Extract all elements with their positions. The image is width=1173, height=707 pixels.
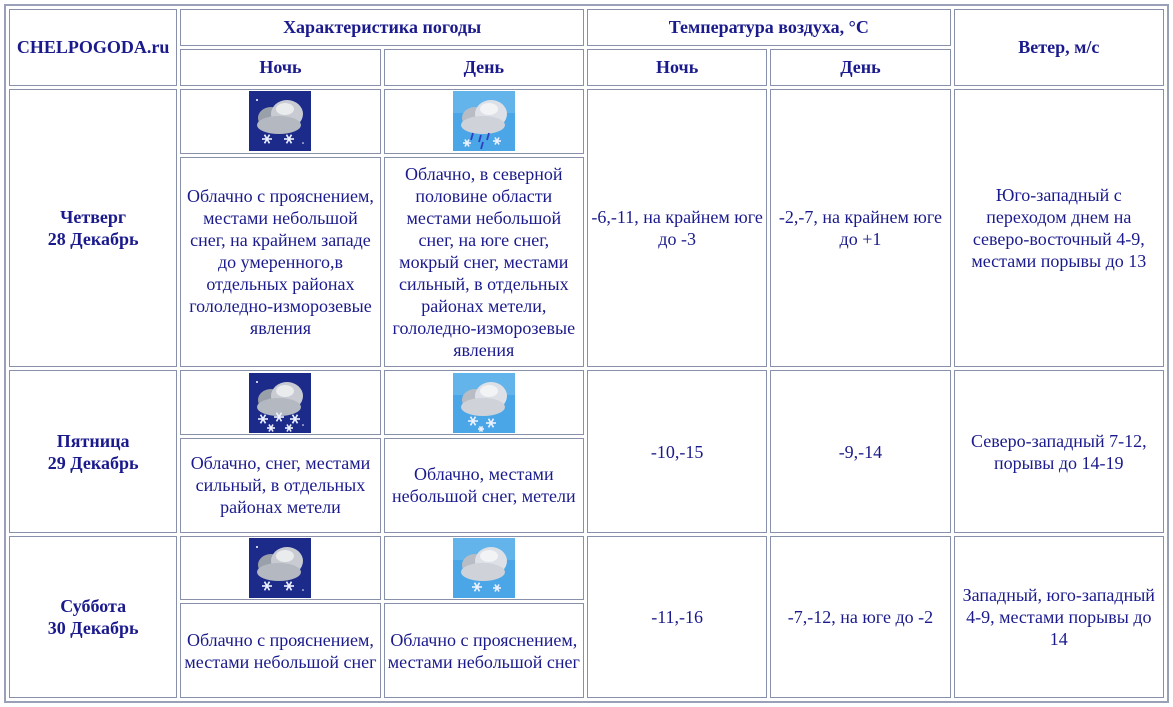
date: 29 Декабрь bbox=[47, 452, 139, 473]
date-cell bbox=[9, 536, 177, 698]
day-desc: Облачно, местами небольшой снег, метели bbox=[384, 438, 584, 533]
temp-day: -7,-12, на юге до -2 bbox=[770, 536, 950, 698]
temp-night: -10,-15 bbox=[587, 370, 767, 532]
day-icon-cell bbox=[384, 536, 584, 601]
temp-night-header: Ночь bbox=[587, 49, 767, 86]
weekday: Пятница bbox=[56, 430, 130, 451]
date-cell bbox=[9, 370, 177, 532]
air-temperature-header: Температура воздуха, °С bbox=[587, 9, 951, 46]
cloud-sleet-day-icon bbox=[453, 91, 515, 151]
day-desc: Облачно, в северной половине области местами небольшой снег, на юге снег, мокрый снег, местами сильный, в отдельных районах метели, гололедно-изморозевые явления bbox=[384, 157, 584, 368]
wind-desc: Западный, юго-западный 4-9, местами порывы до 14 bbox=[954, 536, 1164, 698]
day-icon-cell bbox=[384, 89, 584, 154]
day-icon-cell bbox=[384, 370, 584, 435]
weather-day-header: День bbox=[384, 49, 584, 86]
night-icon-cell bbox=[180, 370, 380, 435]
date-cell bbox=[9, 89, 177, 367]
weather-night-header: Ночь bbox=[180, 49, 380, 86]
wind-desc: Юго-западный с переходом днем на северо-восточный 4-9, местами порывы до 13 bbox=[954, 89, 1164, 367]
cloud-light-snow-night-icon bbox=[249, 91, 311, 151]
weekday: Суббота bbox=[60, 595, 127, 616]
temp-night: -6,-11, на крайнем юге до -3 bbox=[587, 89, 767, 367]
night-icon-cell bbox=[180, 536, 380, 601]
cloud-snow-day-icon bbox=[453, 373, 515, 433]
temp-day-header: День bbox=[770, 49, 950, 86]
weather-characteristics-header: Характеристика погоды bbox=[180, 9, 584, 46]
night-desc: Облачно, снег, местами сильный, в отдельных районах метели bbox=[180, 438, 380, 533]
cloud-light-snow-day-icon bbox=[453, 538, 515, 598]
temp-night: -11,-16 bbox=[587, 536, 767, 698]
date: 30 Декабрь bbox=[47, 617, 139, 638]
weekday: Четверг bbox=[60, 207, 127, 228]
temp-day: -2,-7, на крайнем юге до +1 bbox=[770, 89, 950, 367]
wind-desc: Северо-западный 7-12, порывы до 14-19 bbox=[954, 370, 1164, 532]
night-desc: Облачно с прояснением, местами небольшой снег, на крайнем западе до умеренного,в отдельных районах гололедно-изморозевые явления bbox=[180, 157, 380, 368]
night-icon-cell bbox=[180, 89, 380, 154]
date: 28 Декабрь bbox=[47, 229, 139, 250]
day-desc: Облачно с прояснением, местами небольшой снег bbox=[384, 603, 584, 698]
temp-day: -9,-14 bbox=[770, 370, 950, 532]
cloud-light-snow-night-icon bbox=[249, 538, 311, 598]
cloud-heavy-snow-night-icon bbox=[249, 373, 311, 433]
forecast-table bbox=[4, 4, 1169, 703]
site-name: CHELPOGODA.ru bbox=[9, 9, 177, 86]
night-desc: Облачно с прояснением, местами небольшой снег bbox=[180, 603, 380, 698]
wind-header: Ветер, м/с bbox=[954, 9, 1164, 86]
